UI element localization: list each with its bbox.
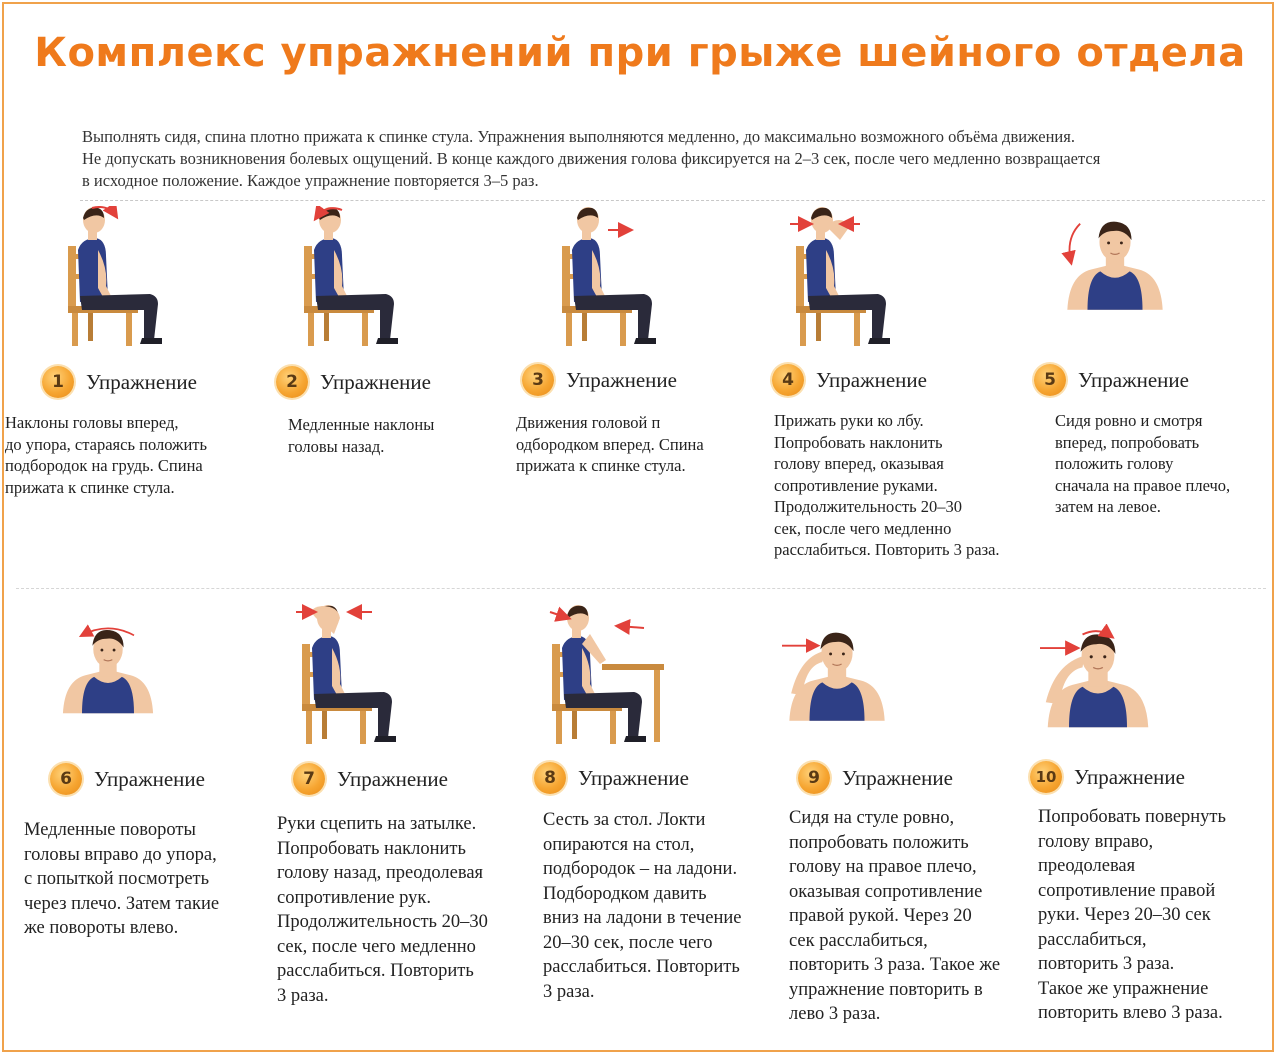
exercise-4-illustration <box>790 206 920 346</box>
divider <box>80 200 1265 201</box>
exercise-number-badge: 2 <box>276 366 308 398</box>
exercise-number-badge: 10 <box>1030 761 1062 793</box>
description-line: вперед, попробовать <box>1055 432 1200 452</box>
description-line: попробовать положить <box>789 832 969 853</box>
description-line: Движения головой п <box>516 413 661 432</box>
exercise-label: Упражнение <box>816 367 927 392</box>
exercise-number-badge: 9 <box>798 762 830 794</box>
description-line: преодолевая <box>1038 856 1136 876</box>
description-line: расслабиться, <box>1038 929 1147 950</box>
exercise-9-illustration <box>782 620 892 730</box>
exercise-5-illustration <box>1060 214 1170 314</box>
description-line: повторить влево 3 раза. <box>1038 1003 1223 1023</box>
description-line: Прижать руки ко лбу. <box>774 411 924 430</box>
exercise-number-badge: 8 <box>534 762 566 794</box>
exercise-7-description <box>277 812 527 1008</box>
description-line: затем на левое. <box>1055 497 1161 516</box>
description-line: лево 3 раза. <box>789 1004 881 1024</box>
exercise-label: Упражнение <box>1074 764 1185 789</box>
exercise-number-badge: 3 <box>522 364 554 396</box>
description-line: руки. Через 20–30 сек <box>1038 905 1211 925</box>
description-line: упражнение повторить в <box>789 979 983 1000</box>
description-line: сек, после чего медленно <box>774 518 952 538</box>
exercise-9-description <box>789 806 1029 1027</box>
description-line: сопротивление руками. <box>774 475 938 495</box>
description-line: Сидя ровно и смотря <box>1055 411 1203 430</box>
description-line: Такое же упражнение <box>1038 978 1209 999</box>
description-line: же повороты влево. <box>24 918 179 938</box>
exercise-10-illustration <box>1040 624 1156 734</box>
exercise-8-description <box>543 808 783 1004</box>
description-line: прижата к спинке стула. <box>516 456 686 475</box>
description-line: Попробовать наклонить <box>277 838 466 859</box>
exercise-number-badge: 4 <box>772 364 804 396</box>
exercise-number-badge: 6 <box>50 763 82 795</box>
exercise-6-header <box>50 763 205 795</box>
description-line: одбородком вперед. Спина <box>516 434 704 454</box>
exercise-9-header <box>798 762 953 794</box>
description-line: голову назад, преодолевая <box>277 863 484 883</box>
exercise-number-badge: 5 <box>1034 364 1066 396</box>
description-line: опираются на стол, <box>543 834 695 855</box>
exercise-2-description <box>288 414 488 457</box>
exercise-number-badge: 7 <box>293 763 325 795</box>
description-line: голову вправо, <box>1038 831 1154 852</box>
exercise-label: Упражнение <box>1078 367 1189 392</box>
exercise-3-header <box>522 364 677 396</box>
description-line: Медленные повороты <box>24 820 196 840</box>
exercise-label: Упражнение <box>94 766 205 791</box>
description-line: расслабиться. Повторить <box>543 957 740 977</box>
divider <box>16 588 1266 589</box>
description-line: сопротивление правой <box>1038 880 1216 901</box>
description-line: Руки сцепить на затылке. <box>277 814 477 834</box>
description-line: сек расслабиться, <box>789 930 928 951</box>
exercise-4-header <box>772 364 927 396</box>
description-line: голову вперед, оказывая <box>774 454 944 473</box>
exercise-1-illustration <box>62 206 192 346</box>
exercise-8-header <box>534 762 689 794</box>
exercise-6-description <box>24 818 264 941</box>
page-title: Комплекс упражнений при грыже шейного отдела <box>34 30 1246 76</box>
exercise-3-illustration <box>556 206 686 346</box>
description-line: расслабиться. Повторить <box>277 961 474 981</box>
description-line: вниз на ладони в течение <box>543 908 742 928</box>
description-line: 3 раза. <box>543 981 595 1002</box>
description-line: прижата к спинке стула. <box>5 477 175 497</box>
exercise-label: Упражнение <box>566 367 677 392</box>
intro-line: Не допускать возникновения болевых ощущений. В конце каждого движения голова фиксируется на 2–3 сек, после чего медленно возвращается <box>82 149 1101 168</box>
description-line: сначала на правое плечо, <box>1055 475 1231 495</box>
exercise-6-illustration <box>56 612 160 728</box>
description-line: Медленные наклоны <box>288 415 435 434</box>
description-line: правой рукой. Через 20 <box>789 906 972 926</box>
exercise-5-header <box>1034 364 1189 396</box>
exercise-2-header <box>276 366 431 398</box>
description-line: повторить 3 раза. <box>1038 954 1175 974</box>
description-line: положить голову <box>1055 454 1174 473</box>
description-line: с попыткой посмотреть <box>24 869 210 889</box>
exercise-7-illustration <box>296 604 426 744</box>
exercise-1-header <box>42 366 197 398</box>
exercise-4-description <box>774 410 1034 561</box>
intro-text <box>82 126 1242 192</box>
description-line: 3 раза. <box>277 985 329 1006</box>
exercise-10-description <box>1038 805 1268 1026</box>
description-line: Продолжительность 20–30 <box>774 497 963 516</box>
intro-line: Выполнять сидя, спина плотно прижата к спинке стула. Упражнения выполняются медленно, до максимально возможного объёма движения. <box>82 127 1075 146</box>
exercise-3-description <box>516 412 746 477</box>
description-line: Наклоны головы вперед, <box>5 413 179 432</box>
description-line: головы вправо до упора, <box>24 844 217 865</box>
intro-line: в исходное положение. Каждое упражнение повторяется 3–5 раз. <box>82 171 539 190</box>
description-line: Сидя на стуле ровно, <box>789 808 955 828</box>
exercise-8-illustration <box>546 604 676 744</box>
exercise-number-badge: 1 <box>42 366 74 398</box>
exercise-label: Упражнение <box>86 369 197 394</box>
exercise-label: Упражнение <box>337 766 448 791</box>
description-line: Сесть за стол. Локти <box>543 810 706 830</box>
description-line: Попробовать повернуть <box>1038 807 1226 827</box>
description-line: Подбородком давить <box>543 883 707 904</box>
description-line: Продолжительность 20–30 <box>277 912 488 932</box>
description-line: до упора, стараясь положить <box>5 434 208 454</box>
description-line: оказывая сопротивление <box>789 881 983 902</box>
description-line: расслабиться. Повторить 3 раза. <box>774 540 1000 559</box>
description-line: сек, после чего медленно <box>277 936 476 957</box>
description-line: головы назад. <box>288 436 385 456</box>
description-line: через плечо. Затем такие <box>24 893 220 914</box>
exercise-10-header <box>1030 761 1185 793</box>
exercise-7-header <box>293 763 448 795</box>
description-line: повторить 3 раза. Такое же <box>789 955 1001 975</box>
exercise-label: Упражнение <box>320 369 431 394</box>
description-line: подбородок – на ладони. <box>543 859 738 879</box>
description-line: голову на правое плечо, <box>789 857 977 877</box>
exercise-label: Упражнение <box>842 765 953 790</box>
description-line: Попробовать наклонить <box>774 432 943 452</box>
description-line: сопротивление рук. <box>277 887 432 908</box>
description-line: подбородок на грудь. Спина <box>5 456 203 475</box>
exercise-5-description <box>1055 410 1265 518</box>
exercise-label: Упражнение <box>578 765 689 790</box>
exercise-1-description <box>5 412 245 498</box>
exercise-2-illustration <box>298 206 428 346</box>
description-line: 20–30 сек, после чего <box>543 932 713 953</box>
